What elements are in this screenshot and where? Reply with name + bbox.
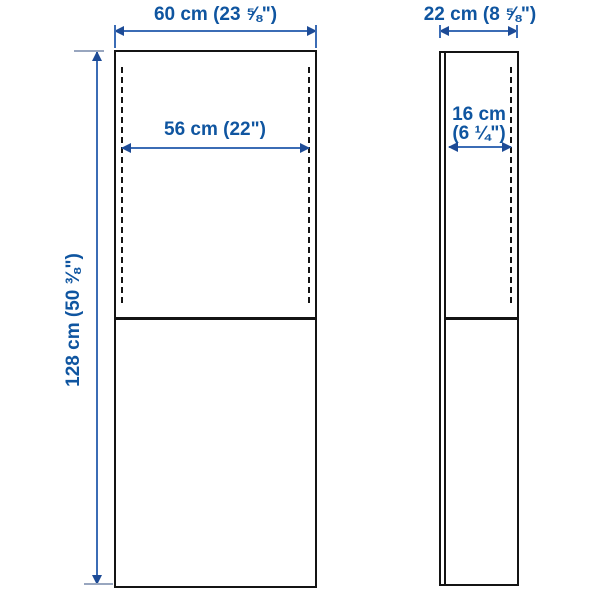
inner-width-dimension-line xyxy=(122,147,309,149)
inner-depth-label-line1: 16 cm xyxy=(452,104,506,125)
front-dashed-line-left xyxy=(121,67,123,304)
front-dashed-line-right xyxy=(308,67,310,304)
inner-depth-label-line2: (6 ¼") xyxy=(452,123,506,144)
depth-extension-tick-left xyxy=(439,25,441,38)
width-extension-tick-left xyxy=(114,25,116,48)
depth-dimension-line xyxy=(440,30,517,32)
arrowhead-left-icon xyxy=(448,142,458,152)
side-dashed-line xyxy=(510,67,512,304)
inner-width-dimension-label: 56 cm (22") xyxy=(164,119,266,140)
front-divider-line xyxy=(116,317,315,320)
height-dimension-label: 128 cm (50 ⅜") xyxy=(63,253,84,387)
arrowhead-up-icon xyxy=(92,51,102,61)
arrowhead-right-icon xyxy=(502,142,512,152)
height-extension-line-bottom xyxy=(84,583,113,585)
height-dimension-line xyxy=(96,52,98,584)
width-dimension-label: 60 cm (23 ⅝") xyxy=(153,4,278,25)
width-extension-tick-right xyxy=(315,25,317,48)
inner-depth-dimension-line xyxy=(449,146,511,148)
height-extension-line-top xyxy=(74,50,104,52)
arrowhead-right-icon xyxy=(300,143,310,153)
width-dimension-line xyxy=(115,30,316,32)
inner-depth-dimension-label xyxy=(438,105,520,143)
depth-extension-tick-right xyxy=(516,25,518,38)
depth-dimension-label: 22 cm (8 ⅝") xyxy=(423,4,537,25)
arrowhead-left-icon xyxy=(121,143,131,153)
side-divider-line xyxy=(446,317,517,320)
